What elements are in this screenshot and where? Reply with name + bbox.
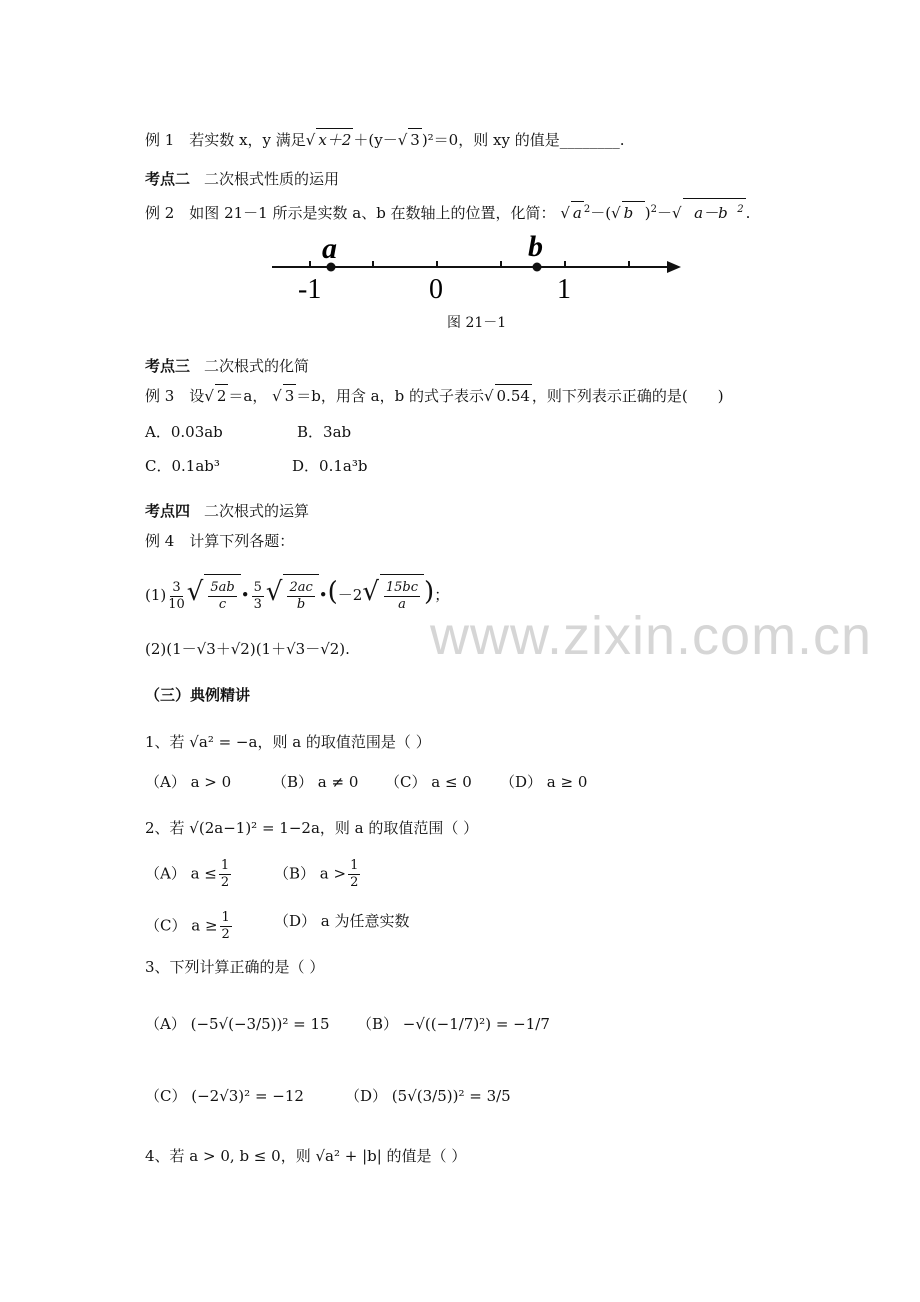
ex4-p1-label: (1): [145, 586, 167, 604]
q3-option-a: （A） (−5√(−3/5))² = 15: [145, 1015, 330, 1033]
example-3: 例 3 设√ 2 ＝a， √ 3 ＝b，用含 a，b 的式子表示√ 0.54 ，则下列表示正确的是( ): [145, 384, 724, 407]
q2-b-num: 1: [350, 858, 359, 873]
axis-arrow-icon: [667, 261, 681, 273]
tick-label-1: 1: [557, 274, 571, 305]
q2-option-b: [274, 858, 362, 891]
keypoint-3: [145, 355, 309, 377]
ex3-option-a: A．0.03ab: [145, 423, 223, 441]
kp4-title: 考点四: [145, 502, 191, 520]
question-2: 2、若 √(2a−1)² = 1−2a，则 a 的取值范围（ ）: [145, 819, 479, 837]
ex3-rad-3: 3: [283, 384, 297, 407]
ex2-expression: √ a $^2$－(√ b )$^2$－√ a－b $^2$: [560, 204, 745, 222]
q2-b-text: （B） a >: [274, 864, 347, 883]
q2-option-c: [145, 910, 234, 943]
ex4-part-2: (2)(1－√3＋√2)(1＋√3－√2).: [145, 640, 350, 658]
ex3-option-c: C．0.1ab³: [145, 457, 220, 475]
q2-a-text: （A） a ≤: [145, 864, 217, 883]
question-3: 3、下列计算正确的是（ ）: [145, 958, 325, 976]
example-2: [145, 198, 750, 224]
question-4: 4、若 a > 0, b ≤ 0，则 √a² + |b| 的值是（ ）: [145, 1147, 467, 1165]
keypoint-2: [145, 168, 339, 190]
ex4-part-1: (1) $\frac{3}{10}$ √ $\frac{5ab}{c}$ • $\frac{5}{3}$ √ $\frac{2ac}{b}$ •(－2√ $\frac{15bc}{a}$ )；: [145, 572, 449, 615]
q3-option-c: （C） (−2√3)² = −12: [145, 1087, 304, 1105]
ex3-rad-2: 2: [215, 384, 229, 407]
ex1-radicand-2: 3: [408, 128, 422, 151]
q2-a-num: 1: [220, 858, 230, 873]
ex2-tail: .: [745, 204, 751, 222]
example-4: 例 4 计算下列各题：: [145, 532, 295, 550]
ex3-tail: ，则下列表示正确的是( ): [531, 387, 724, 405]
watermark: www.zixin.com.cn: [430, 606, 873, 666]
kp3-title: 考点三: [145, 357, 191, 375]
ex2-lead: 例 2 如图 21－1 所示是实数 a、b 在数轴上的位置，化简：: [145, 204, 556, 222]
kp2-text: 二次根式性质的运用: [204, 170, 340, 188]
ex1-lead: 例 1 若实数 x，y 满足: [145, 131, 306, 149]
keypoint-4: [145, 500, 309, 522]
q1-option-a: （A） a > 0: [145, 773, 232, 791]
q2-c-num: 1: [221, 910, 230, 925]
section-heading: （三）典例精讲: [145, 686, 251, 704]
kp2-title: 考点二: [145, 170, 191, 188]
point-b: [533, 263, 542, 272]
q1-option-b: （B） a ≠ 0: [272, 773, 359, 791]
ex1-radicand: x＋2: [316, 128, 353, 151]
ex1-tail: )²＝0，则 xy 的值是________.: [421, 131, 625, 149]
number-line-figure: [265, 232, 695, 312]
kp4-text: 二次根式的运算: [204, 502, 310, 520]
kp3-text: 二次根式的化简: [204, 357, 310, 375]
q2-c-text: （C） a ≥: [145, 916, 218, 935]
q1-option-d: （D） a ≥ 0: [500, 773, 588, 791]
ex1-mid: ＋(y－: [353, 131, 398, 149]
ex3-mid2: ＝b，用含 a，b 的式子表示: [296, 387, 484, 405]
q3-option-d: （D） (5√(3/5))² = 3/5: [345, 1087, 511, 1105]
q2-option-d: （D） a 为任意实数: [274, 912, 410, 930]
label-a: a: [322, 232, 337, 265]
ex3-option-d: D．0.1a³b: [292, 457, 368, 475]
q2-b-den: 2: [350, 875, 359, 890]
tick-label-0: 0: [429, 274, 443, 305]
figure-caption: 图 21－1: [447, 315, 507, 331]
q3-option-b: （B） −√((−1/7)²) = −1/7: [357, 1015, 550, 1033]
q2-c-den: 2: [221, 927, 230, 942]
q2-option-a: [145, 858, 233, 891]
q1-option-c: （C） a ≤ 0: [385, 773, 472, 791]
question-1: 1、若 √a² = −a，则 a 的取值范围是（ ）: [145, 733, 431, 751]
tick-label-minus-1: -1: [298, 274, 322, 305]
ex3-option-b: B．3ab: [297, 423, 352, 441]
ex3-lead: 例 3 设: [145, 387, 205, 405]
example-1: 例 1 若实数 x，y 满足√ x＋2 ＋(y－√ 3 )²＝0，则 xy 的值是________.: [145, 128, 624, 151]
ex3-rad-054: 0.54: [495, 384, 532, 407]
q2-a-den: 2: [220, 875, 230, 890]
ex3-mid1: ＝a，: [228, 387, 268, 405]
label-b: b: [528, 232, 543, 263]
